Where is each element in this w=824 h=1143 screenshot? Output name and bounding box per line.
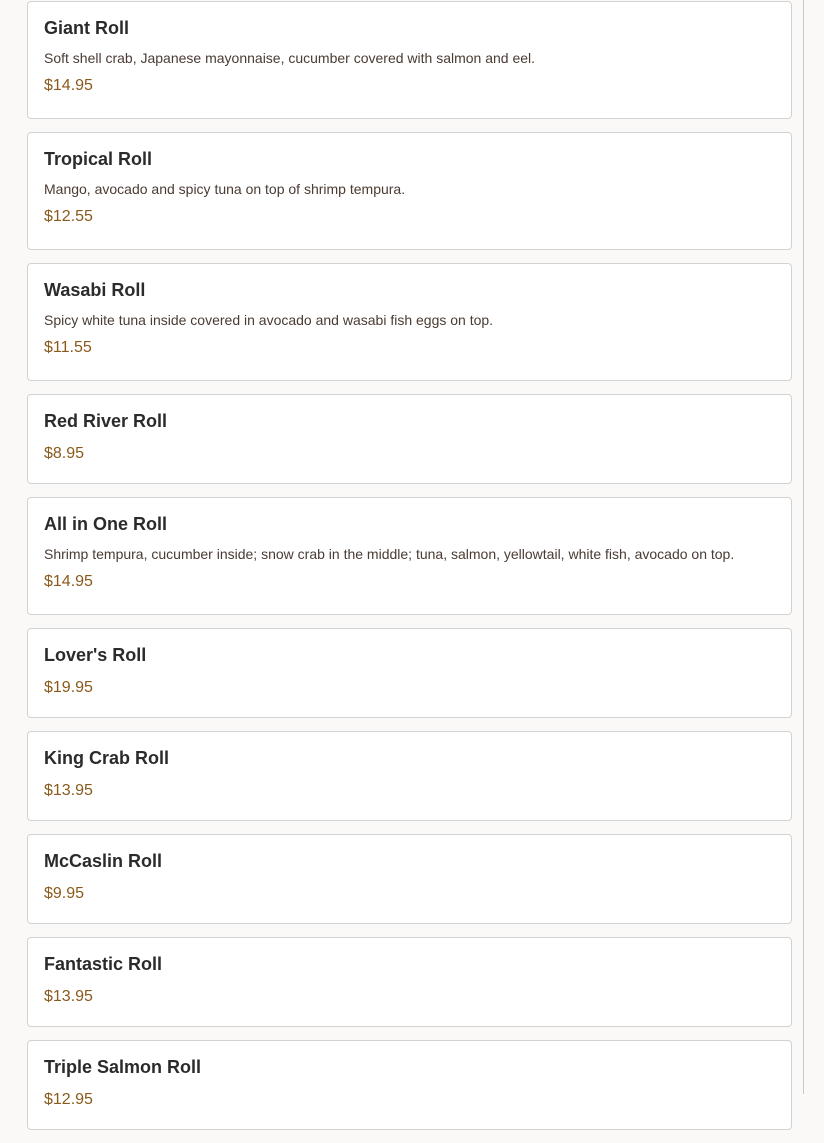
- item-price: $13.95: [44, 782, 93, 799]
- item-price: $9.95: [44, 885, 85, 902]
- item-description: Shrimp tempura, cucumber inside; snow crab in the middle; tuna, salmon, yellowtail, white fish, avocado on top.: [44, 546, 735, 562]
- menu-item-giant-roll[interactable]: [27, 1, 792, 119]
- item-price: $19.95: [44, 679, 93, 696]
- menu-item-fantastic-roll[interactable]: [27, 937, 792, 1027]
- item-description: Mango, avocado and spicy tuna on top of shrimp tempura.: [44, 181, 406, 197]
- item-price: $12.95: [44, 1091, 93, 1108]
- menu-list: [27, 1, 792, 1143]
- item-description: Spicy white tuna inside covered in avocado and wasabi fish eggs on top.: [44, 312, 494, 328]
- item-name: Giant Roll: [44, 18, 129, 38]
- menu-item-red-river-roll[interactable]: [27, 394, 792, 484]
- menu-item-lovers-roll[interactable]: [27, 628, 792, 718]
- item-price: $12.55: [44, 208, 93, 225]
- item-name: King Crab Roll: [44, 748, 169, 768]
- item-name: Lover's Roll: [44, 645, 147, 665]
- menu-item-triple-salmon-roll[interactable]: [27, 1040, 792, 1130]
- item-name: McCaslin Roll: [44, 851, 163, 871]
- item-price: $8.95: [44, 445, 85, 462]
- item-name: Red River Roll: [44, 411, 168, 431]
- item-name: Wasabi Roll: [44, 280, 146, 300]
- item-price: $14.95: [44, 573, 93, 590]
- item-name: All in One Roll: [44, 514, 168, 534]
- item-name: Triple Salmon Roll: [44, 1057, 202, 1077]
- menu-item-tropical-roll[interactable]: [27, 132, 792, 250]
- menu-item-all-in-one-roll[interactable]: [27, 497, 792, 615]
- item-price: $11.55: [44, 339, 92, 356]
- menu-item-mccaslin-roll[interactable]: [27, 834, 792, 924]
- page-right-border: [803, 0, 804, 1094]
- item-description: Soft shell crab, Japanese mayonnaise, cucumber covered with salmon and eel.: [44, 50, 536, 66]
- item-name: Tropical Roll: [44, 149, 153, 169]
- menu-item-king-crab-roll[interactable]: [27, 731, 792, 821]
- item-name: Fantastic Roll: [44, 954, 163, 974]
- menu-item-wasabi-roll[interactable]: [27, 263, 792, 381]
- item-price: $14.95: [44, 77, 93, 94]
- item-price: $13.95: [44, 988, 93, 1005]
